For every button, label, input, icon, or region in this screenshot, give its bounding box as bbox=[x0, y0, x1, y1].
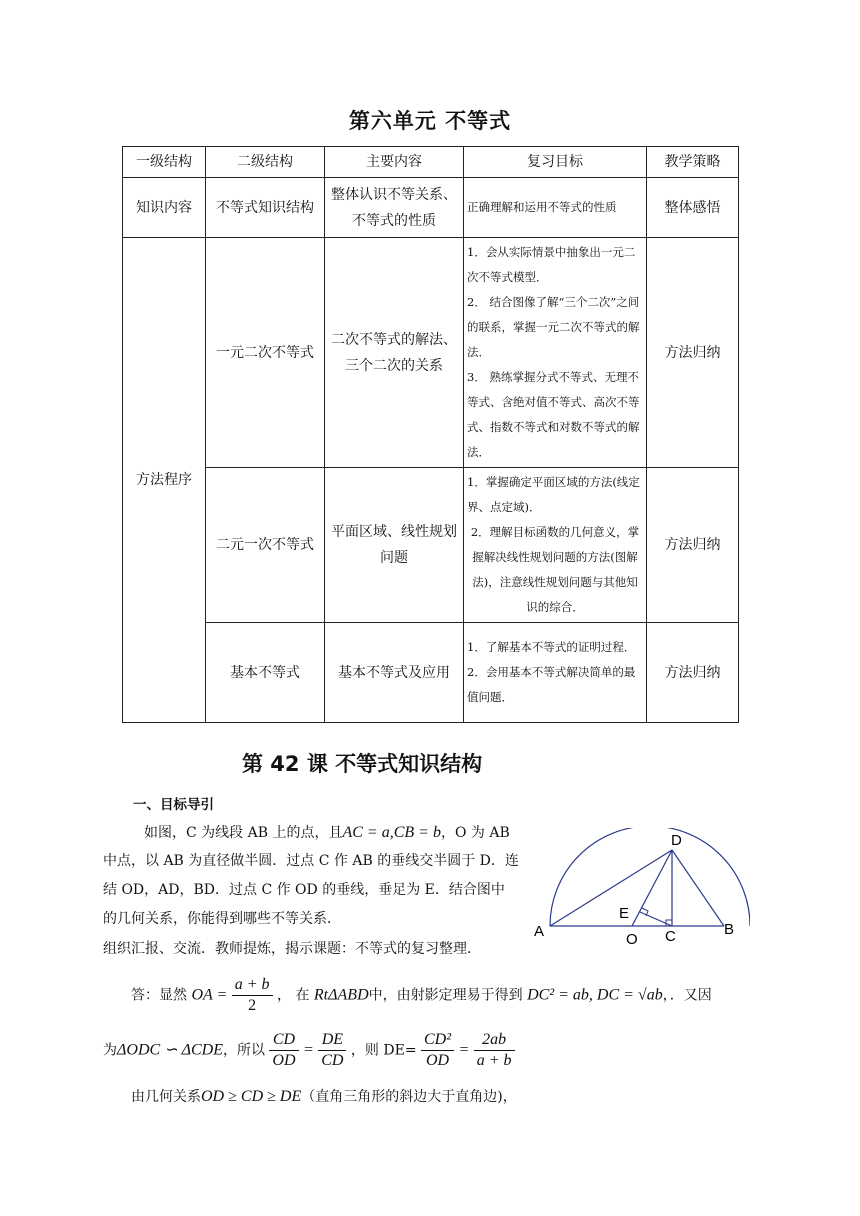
segment-ad bbox=[550, 850, 672, 926]
cell-content: 整体认识不等关系、不等式的性质 bbox=[325, 178, 464, 238]
header-level1: 一级结构 bbox=[123, 147, 206, 178]
section-heading: 一、目标导引 bbox=[133, 797, 214, 813]
cell-content: 平面区域、线性规划问题 bbox=[325, 468, 464, 623]
page-title: 第六单元 不等式 bbox=[348, 109, 512, 133]
intro-line1: 如图，C 为线段 AB 上的点，且AC = a,CB = b，O 为 AB bbox=[144, 824, 510, 841]
cell-content: 二次不等式的解法、三个二次的关系 bbox=[325, 238, 464, 468]
cell-goal: 正确理解和运用不等式的性质 bbox=[464, 178, 647, 238]
segment-ce bbox=[640, 912, 672, 926]
header-goal: 复习目标 bbox=[464, 147, 647, 178]
intro-line4: 的几何关系，你能得到哪些不等关系． bbox=[103, 911, 341, 927]
lesson-title: 第 42 课 不等式知识结构 bbox=[242, 752, 483, 776]
cell-content: 基本不等式及应用 bbox=[325, 623, 464, 723]
semicircle-arc bbox=[550, 828, 750, 926]
header-content: 主要内容 bbox=[325, 147, 464, 178]
cell-goal bbox=[464, 238, 647, 468]
intro-line2: 中点，以 AB 为直径做半圆．过点 C 作 AB 的垂线交半圆于 D．连 bbox=[103, 853, 519, 869]
segment-od bbox=[632, 850, 672, 926]
segment-bd bbox=[672, 850, 724, 926]
cell-level2: 一元二次不等式 bbox=[206, 238, 325, 468]
goal-item: 2．理解目标函数的几何意义，掌握解决线性规划问题的方法(图解法)，注意线性规划问题与其他知识的综合． bbox=[470, 525, 640, 614]
cell-strategy: 方法归纳 bbox=[647, 468, 739, 623]
cell-strategy: 方法归纳 bbox=[647, 623, 739, 723]
label-a: A bbox=[534, 923, 545, 940]
semicircle-figure bbox=[528, 828, 750, 946]
goal-item: 1．会从实际情景中抽象出一元二次不等式模型． bbox=[467, 245, 636, 284]
cell-level1-method: 方法程序 bbox=[123, 238, 206, 723]
label-o: O bbox=[626, 931, 638, 946]
cell-strategy: 整体感悟 bbox=[647, 178, 739, 238]
cell-level1-knowledge: 知识内容 bbox=[123, 178, 206, 238]
answer-line3: 由几何关系OD ≥ CD ≥ DE（直角三角形的斜边大于直角边)， bbox=[131, 1088, 517, 1105]
label-b: B bbox=[724, 921, 735, 938]
intro-line5: 组织汇报、交流．教师提炼，揭示课题：不等式的复习整理． bbox=[103, 941, 481, 957]
goal-item: 2．会用基本不等式解决简单的最值问题． bbox=[467, 665, 636, 704]
goal-item: 2． 结合图像了解“三个二次”之间的联系，掌握一元二次不等式的解法． bbox=[467, 295, 640, 359]
cell-strategy: 方法归纳 bbox=[647, 238, 739, 468]
goal-item: 3． 熟练掌握分式不等式、无理不等式、含绝对值不等式、高次不等式、指数不等式和对数不等式的解法． bbox=[467, 370, 640, 459]
cell-goal bbox=[464, 468, 647, 623]
answer-line1: 答：显然 OA = $\frac{a + b}{2}$ ， 在 RtΔABD中，由射影定理易于得到 DC² = ab, DC = √ab，．又因 bbox=[131, 976, 712, 1014]
goal-item: 1．掌握确定平面区域的方法(线定界、点定域)． bbox=[467, 475, 640, 514]
answer-line2: 为ΔODC ∽ ΔCDE，所以 $\frac{CD}{OD}$ = $\frac{DE}{CD}$ ，则 DE= $\frac{\text{CD²}}{OD}$ = $\frac{2ab}{a + b}$ bbox=[103, 1030, 743, 1071]
label-d: D bbox=[671, 832, 682, 849]
label-c: C bbox=[665, 928, 676, 945]
label-e: E bbox=[619, 905, 630, 922]
goal-item: 1．了解基本不等式的证明过程． bbox=[467, 640, 636, 654]
header-strategy: 教学策略 bbox=[647, 147, 739, 178]
structure-table bbox=[122, 146, 739, 723]
cell-level2: 不等式知识结构 bbox=[206, 178, 325, 238]
cell-level2: 基本不等式 bbox=[206, 623, 325, 723]
header-level2: 二级结构 bbox=[206, 147, 325, 178]
intro-line3: 结 OD，AD，BD．过点 C 作 OD 的垂线，垂足为 E．结合图中 bbox=[103, 882, 505, 898]
cell-goal bbox=[464, 623, 647, 723]
cell-level2: 二元一次不等式 bbox=[206, 468, 325, 623]
